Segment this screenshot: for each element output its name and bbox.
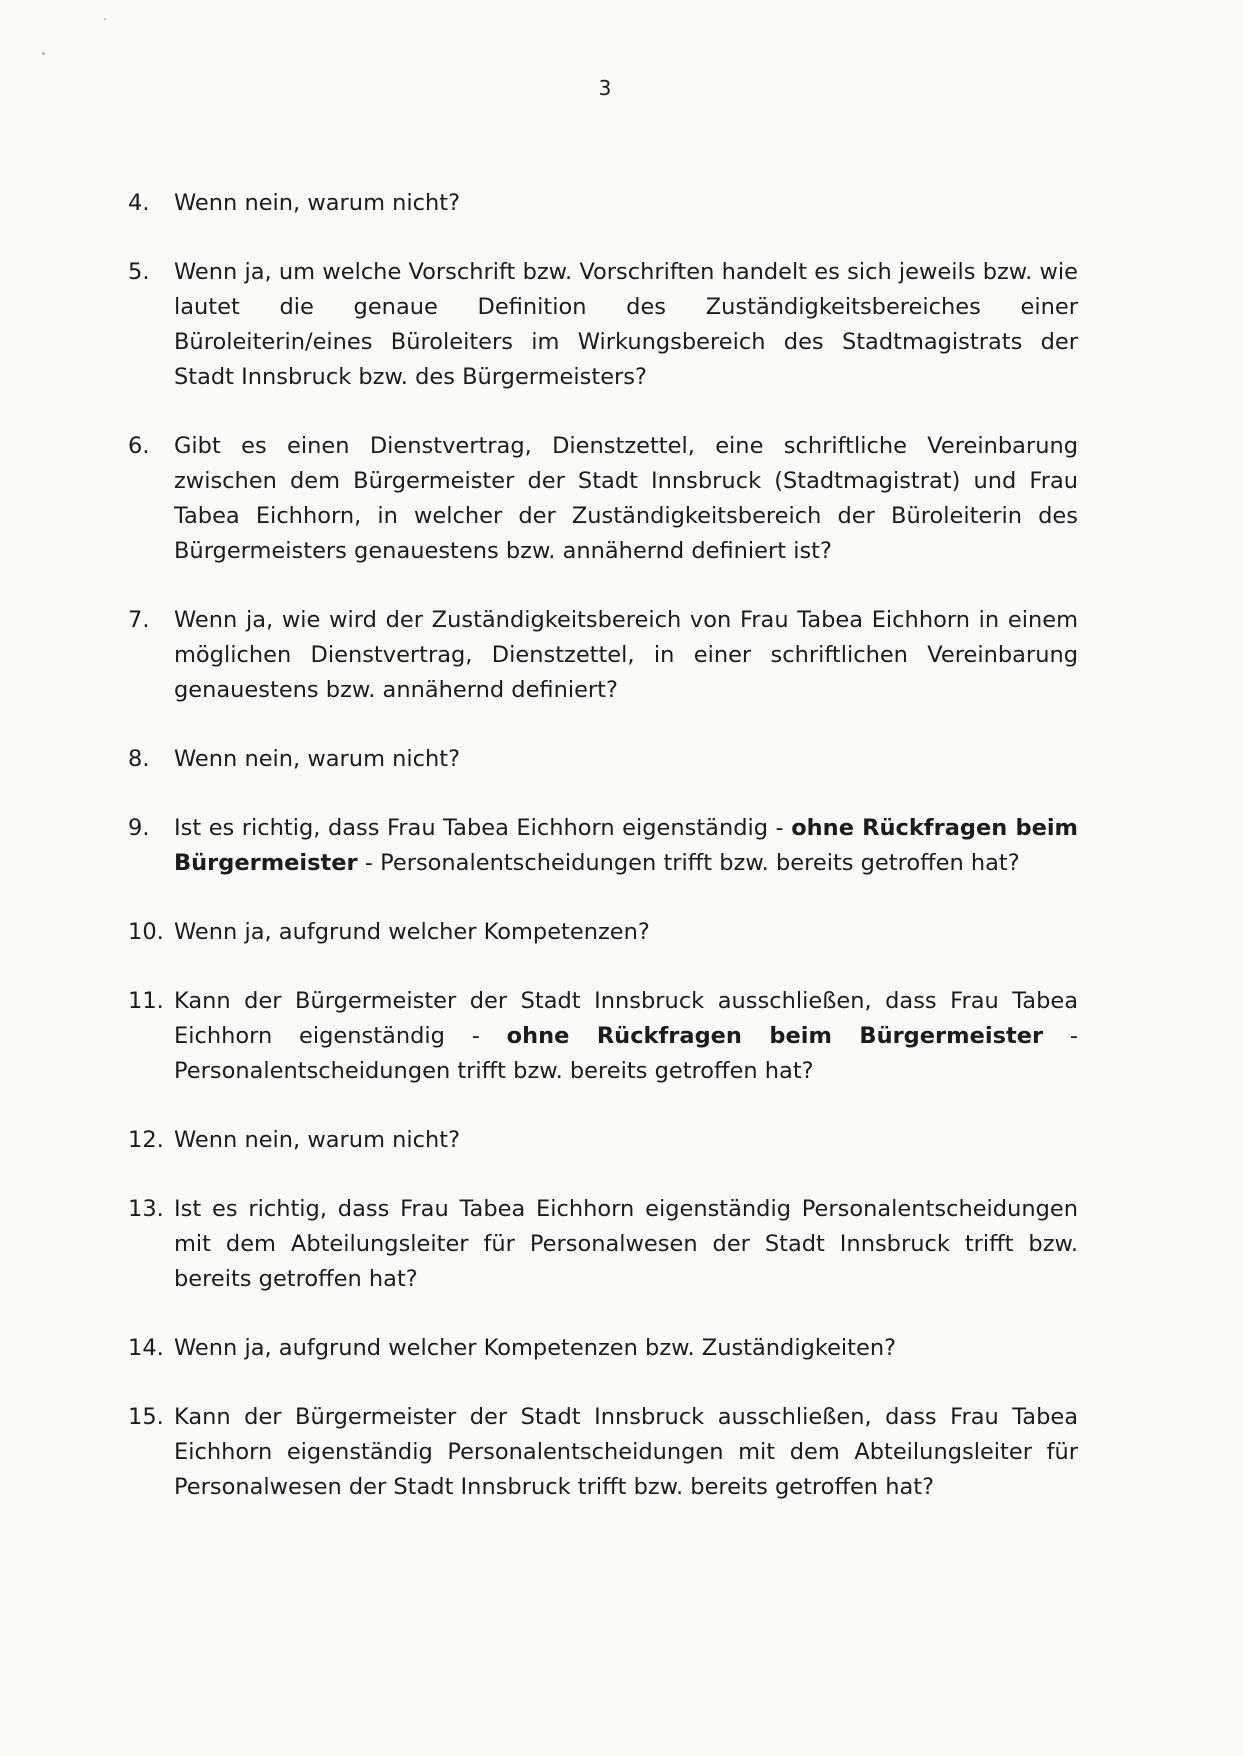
question-number: 8.: [128, 746, 150, 772]
question-item: [128, 1400, 1078, 1505]
question-item: [128, 1123, 1078, 1158]
question-item: [128, 1192, 1078, 1297]
question-number: 14.: [128, 1335, 164, 1361]
scan-speck: [104, 18, 106, 20]
question-number: 13.: [128, 1196, 164, 1222]
question-item: [128, 186, 1078, 221]
bold-emphasis: ohne Rückfragen beim Bürgermeister: [506, 1023, 1044, 1049]
question-text: Wenn ja, um welche Vorschrift bzw. Vorschriften handelt es sich jeweils bzw. wie lautet die genaue Definition des Zuständigkeitsbereiches einer Büroleiterin/eines Büroleiters im Wirkungsbereich des Stadtmagistrats der Stadt Innsbruck bzw. des Bürgermeisters?: [174, 259, 1078, 390]
question-item: [128, 742, 1078, 777]
question-item: [128, 1331, 1078, 1366]
question-text: Wenn nein, warum nicht?: [174, 1127, 461, 1153]
question-text: Ist es richtig, dass Frau Tabea Eichhorn eigenständig - ohne Rückfragen beim Bürgermeister - Personalentscheidungen trifft bzw. bereits getroffen hat?: [174, 815, 1078, 876]
question-text: Wenn ja, aufgrund welcher Kompetenzen bzw. Zuständigkeiten?: [174, 1335, 897, 1361]
question-text: Wenn nein, warum nicht?: [174, 190, 461, 216]
question-text: Wenn nein, warum nicht?: [174, 746, 461, 772]
question-item: [128, 255, 1078, 395]
question-number: 9.: [128, 815, 150, 841]
question-number: 12.: [128, 1127, 164, 1153]
question-number: 10.: [128, 919, 164, 945]
question-item: [128, 811, 1078, 881]
question-number: 4.: [128, 190, 150, 216]
question-number: 11.: [128, 988, 164, 1014]
question-number: 7.: [128, 607, 150, 633]
question-text: Kann der Bürgermeister der Stadt Innsbruck ausschließen, dass Frau Tabea Eichhorn eigenständig - ohne Rückfragen beim Bürgermeister - Personalentscheidungen trifft bzw. bereits getroffen hat?: [174, 988, 1078, 1084]
bold-emphasis: ohne Rückfragen beim Bürgermeister: [174, 815, 1078, 876]
question-item: [128, 984, 1078, 1089]
question-item: [128, 603, 1078, 708]
question-text: Gibt es einen Dienstvertrag, Dienstzettel, eine schriftliche Vereinbarung zwischen dem Bürgermeister der Stadt Innsbruck (Stadtmagistrat) und Frau Tabea Eichhorn, in welcher der Zuständigkeitsbereich der Büroleiterin des Bürgermeisters genauestens bzw. annähernd definiert ist?: [174, 433, 1078, 564]
page-number: 3: [598, 76, 612, 100]
question-number: 6.: [128, 433, 150, 459]
question-item: [128, 915, 1078, 950]
question-list: [128, 186, 1078, 1539]
question-item: [128, 429, 1078, 569]
question-text: Wenn ja, wie wird der Zuständigkeitsbereich von Frau Tabea Eichhorn in einem möglichen Dienstvertrag, Dienstzettel, in einer schriftlichen Vereinbarung genauestens bzw. annähernd definiert?: [174, 607, 1078, 703]
question-text: Kann der Bürgermeister der Stadt Innsbruck ausschließen, dass Frau Tabea Eichhorn eigenständig Personalentscheidungen mit dem Abteilungsleiter für Personalwesen der Stadt Innsbruck trifft bzw. bereits getroffen hat?: [174, 1404, 1078, 1500]
question-number: 5.: [128, 259, 150, 285]
question-text: Ist es richtig, dass Frau Tabea Eichhorn eigenständig Personalentscheidungen mit dem Abteilungsleiter für Personalwesen der Stadt Innsbruck trifft bzw. bereits getroffen hat?: [174, 1196, 1078, 1292]
question-number: 15.: [128, 1404, 164, 1430]
scan-speck: [42, 52, 45, 55]
question-text: Wenn ja, aufgrund welcher Kompetenzen?: [174, 919, 650, 945]
